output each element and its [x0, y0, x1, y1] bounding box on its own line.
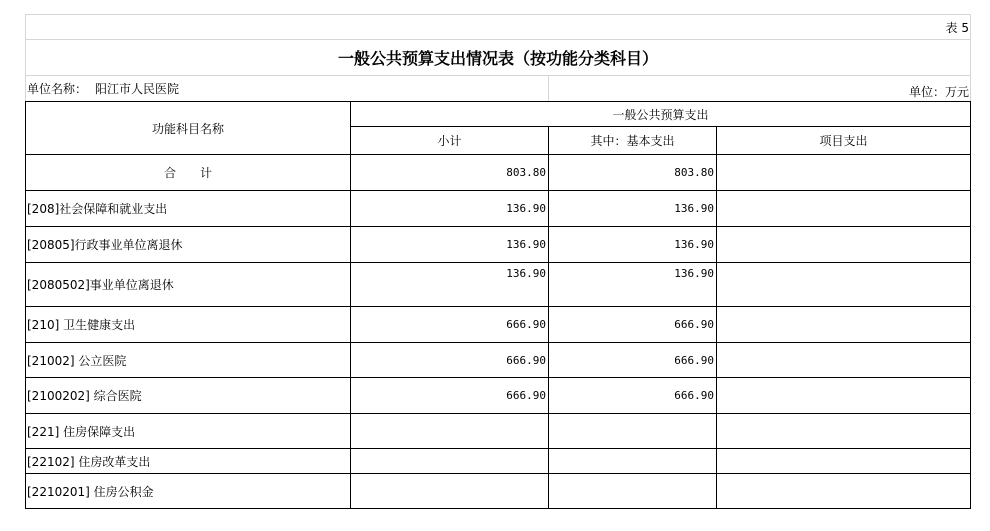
page-title: 一般公共预算支出情况表（按功能分类科目）	[337, 49, 658, 68]
table-cell-subtotal: 803.80	[506, 166, 546, 179]
table-cell-project	[717, 414, 970, 448]
table-row-name: [210] 卫生健康支出	[27, 318, 136, 332]
table-cell-project	[717, 474, 970, 508]
table-cell-subtotal	[351, 449, 548, 473]
table-cell-basic: 666.90	[674, 353, 714, 367]
table-cell-project	[717, 191, 970, 226]
table-cell-project	[717, 449, 970, 473]
table-cell-basic: 666.90	[674, 389, 714, 402]
header-subtotal: 小计	[437, 134, 462, 148]
table-row-name: [2080502]事业单位离退休	[27, 278, 174, 292]
unit-label: 单位：万元	[908, 84, 969, 99]
table-row-name: [21002] 公立医院	[27, 353, 127, 368]
unit-name-label: 单位名称：	[27, 82, 88, 96]
table-cell-basic	[549, 449, 716, 473]
table-cell-basic	[549, 414, 716, 448]
table-row-name: [2100202] 综合医院	[27, 389, 142, 403]
table-cell-subtotal: 666.90	[506, 353, 546, 367]
table-cell-project	[717, 155, 970, 190]
unit-name-value: 阳江市人民医院	[95, 82, 180, 96]
table-border-bottom	[25, 508, 971, 509]
table-cell-subtotal: 136.90	[506, 202, 546, 215]
table-cell-subtotal: 666.90	[506, 389, 546, 402]
header-group: 一般公共预算支出	[612, 107, 709, 122]
table-cell-basic	[549, 474, 716, 508]
table-cell-basic: 803.80	[674, 166, 714, 179]
table-cell-project	[717, 263, 970, 283]
table-row-name: [2210201] 住房公积金	[27, 484, 154, 499]
table-cell-project	[717, 343, 970, 377]
table-row-name: [221] 住房保障支出	[27, 424, 136, 439]
table-cell-basic: 136.90	[674, 266, 714, 280]
table-row-name: 合 计	[163, 166, 212, 180]
table-cell-subtotal	[351, 474, 548, 508]
table-cell-basic: 136.90	[674, 202, 714, 215]
header-func-name: 功能科目名称	[151, 121, 224, 136]
header-basic: 其中：基本支出	[590, 134, 675, 148]
table-cell-subtotal: 136.90	[506, 238, 546, 251]
table-row-name: [20805]行政事业单位离退休	[27, 238, 183, 252]
unit-name-row	[25, 76, 548, 101]
table-cell-project	[717, 378, 970, 413]
table-cell-subtotal: 666.90	[506, 318, 546, 331]
table-cell-subtotal: 136.90	[506, 266, 546, 280]
table-cell-basic: 666.90	[674, 318, 714, 331]
table-row-name: [22102] 住房改革支出	[27, 454, 151, 469]
table-cell-basic: 136.90	[674, 238, 714, 251]
table-row-name: [208]社会保障和就业支出	[27, 202, 168, 216]
table-cell-subtotal	[351, 414, 548, 448]
table-cell-project	[717, 307, 970, 342]
table-number: 表 5	[945, 20, 969, 35]
header-project: 项目支出	[819, 134, 868, 148]
table-cell-project	[717, 227, 970, 262]
